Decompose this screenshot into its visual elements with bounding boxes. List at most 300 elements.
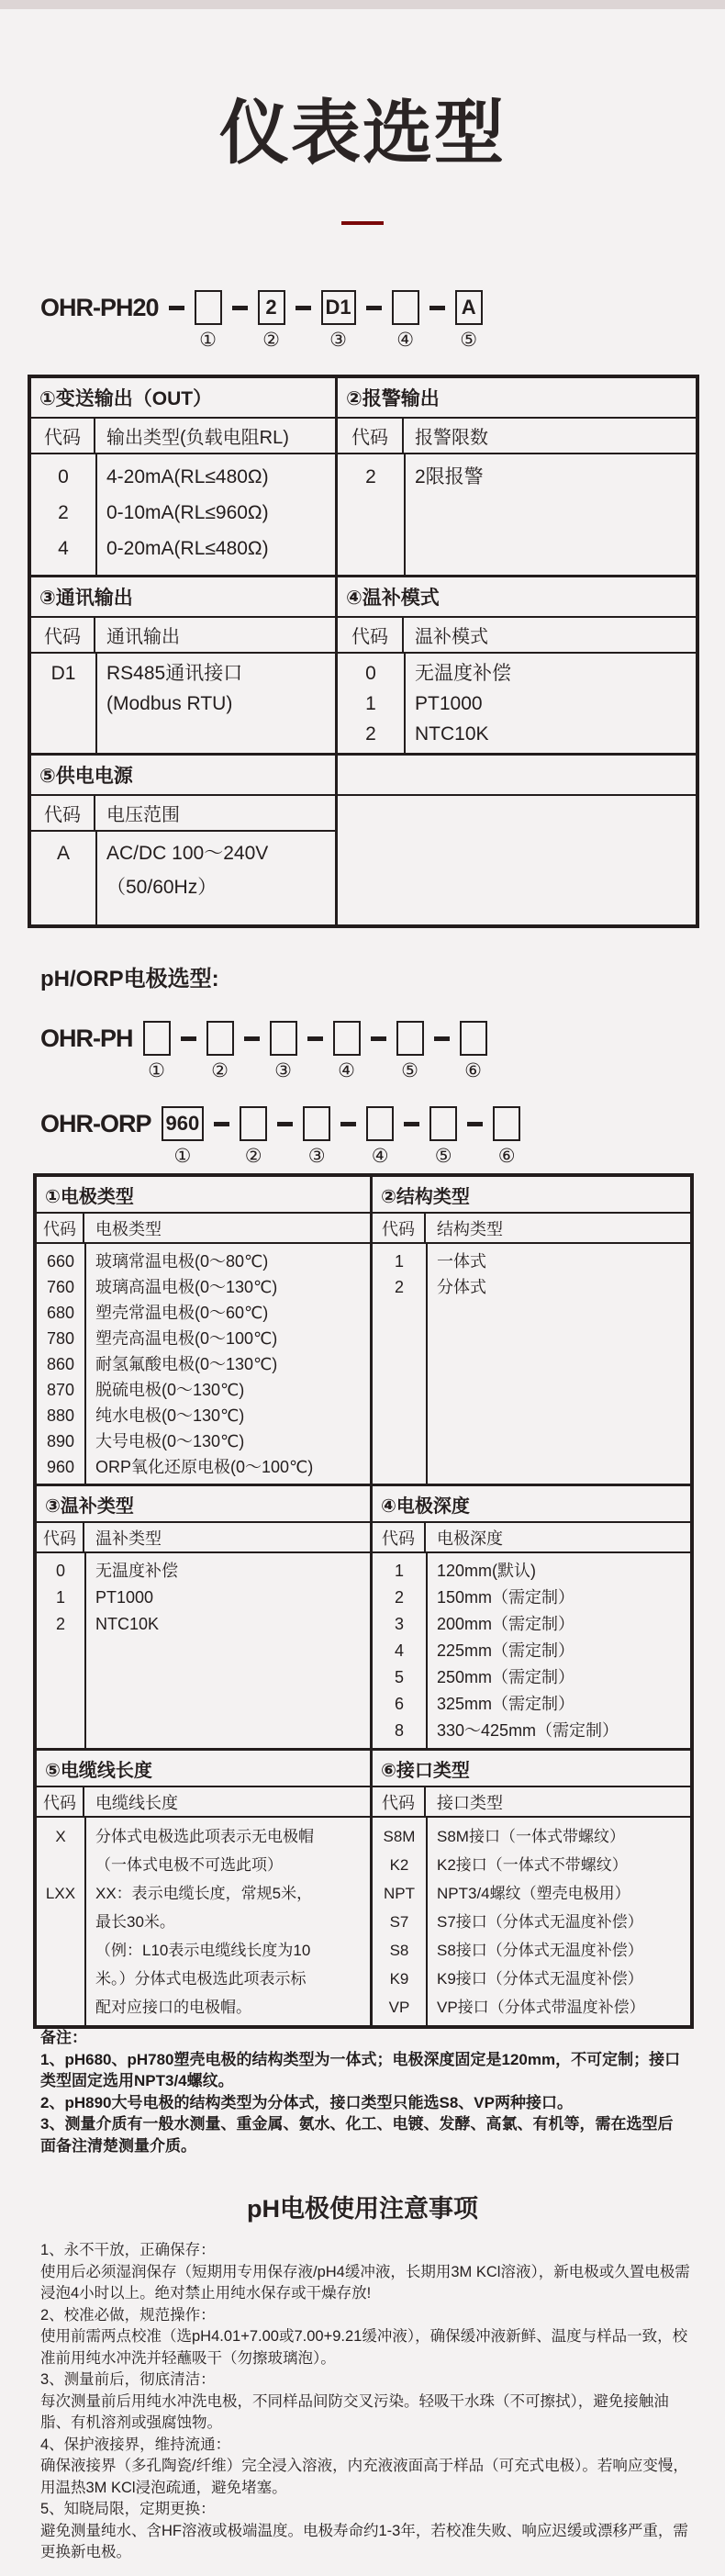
option-row <box>338 459 696 495</box>
model-segment <box>240 1106 267 1166</box>
notice-item-body: 确保液接界（多孔陶瓷/纤维）完全浸入溶液，内充液液面高于样品（可充式电极）。若响应变慢，用温热3M KCl浸泡疏通，避免堵塞。 <box>40 2458 688 2496</box>
option-row <box>373 1558 690 1585</box>
option-desc <box>84 1300 370 1326</box>
remarks-title: 备注： <box>40 2029 87 2046</box>
model-code-box <box>303 1106 330 1141</box>
option-code: 2 <box>55 1615 65 1633</box>
dash-separator <box>277 1122 293 1126</box>
dash-separator <box>366 306 382 310</box>
code-column-header: 代码 <box>373 1214 426 1242</box>
model-prefix: OHR-PH <box>40 1025 133 1052</box>
options-area <box>373 1818 690 2025</box>
option-desc-line: 4-20mA(RL≤480Ω) <box>106 466 269 487</box>
model-position-number: ④ <box>338 1060 355 1081</box>
section-title: ①电极类型 <box>37 1177 370 1214</box>
table-band <box>37 1484 690 1748</box>
model-code-box <box>396 1021 424 1056</box>
model-segment <box>303 1106 330 1166</box>
dash-separator <box>214 1122 229 1126</box>
option-desc-line: 250mm（需定制） <box>437 1668 575 1686</box>
option-code: 890 <box>46 1432 75 1450</box>
option-row <box>373 1822 690 1851</box>
option-desc-line: S8M接口（一体式带螺纹） <box>437 1828 625 1845</box>
notice-item-body: 每次测量前后用纯水冲洗电极，不同样品间防交叉污染。轻吸干水珠（不可擦拭），避免接触油脂、有机溶剂或强腐蚀物。 <box>40 2392 669 2431</box>
options-area <box>338 654 696 753</box>
code-column-header: 代码 <box>31 796 95 830</box>
option-desc <box>426 1274 690 1300</box>
model-segment <box>366 1106 394 1166</box>
options-area <box>37 1818 370 2025</box>
desc-column-header: 电压范围 <box>106 805 180 825</box>
option-desc <box>426 1718 690 1744</box>
model-position-number: ⑥ <box>464 1060 482 1081</box>
section-title: ②结构类型 <box>373 1177 690 1214</box>
option-desc-line: 0-10mA(RL≤960Ω) <box>106 502 269 523</box>
model-code-box: A <box>455 290 483 325</box>
option-row <box>37 1377 370 1403</box>
options-area <box>31 654 335 753</box>
option-row <box>373 1274 690 1300</box>
option-desc-line: 大号电极(0～130℃) <box>95 1432 245 1450</box>
dash-separator <box>404 1122 419 1126</box>
table-band <box>31 575 696 753</box>
option-desc <box>95 836 335 904</box>
option-code: 960 <box>46 1458 75 1476</box>
model-code-box <box>195 290 222 325</box>
model-segment <box>493 1106 520 1166</box>
option-row <box>373 1879 690 1908</box>
model-prefix: OHR-PH20 <box>40 294 159 321</box>
option-desc <box>84 1249 370 1274</box>
option-row <box>37 1351 370 1377</box>
option-desc <box>95 531 335 566</box>
option-desc <box>426 1851 690 1879</box>
option-row <box>37 1300 370 1326</box>
model-position-number: ③ <box>307 1146 326 1167</box>
desc-column-header: 温补模式 <box>415 627 488 647</box>
option-code: D1 <box>50 663 76 684</box>
option-desc-line: S7接口（分体式无温度补偿） <box>437 1913 643 1931</box>
option-desc-line: K2接口（一体式不带螺纹） <box>437 1856 628 1874</box>
option-code: 1 <box>394 1562 404 1580</box>
model-code-box <box>460 1021 487 1056</box>
option-desc <box>426 1611 690 1638</box>
desc-column-header: 电极深度 <box>437 1529 503 1548</box>
model-position-number: ① <box>173 1146 192 1167</box>
model-position-number: ① <box>199 330 217 351</box>
model-code-box: 960 <box>162 1106 205 1141</box>
model-segment <box>429 1106 457 1166</box>
model-segment <box>460 1021 487 1081</box>
model-position-number: ② <box>262 330 280 351</box>
empty-area <box>338 796 696 924</box>
model-prefix: OHR-ORP <box>40 1110 151 1137</box>
option-desc <box>84 1403 370 1428</box>
option-code: 680 <box>46 1304 75 1322</box>
options-area <box>373 1553 690 1748</box>
column-header-row <box>338 419 696 454</box>
option-code: 870 <box>46 1381 75 1399</box>
model-code-box <box>392 290 419 325</box>
model-segment <box>321 290 356 350</box>
option-row <box>31 836 335 904</box>
option-desc <box>84 1822 370 1879</box>
option-row <box>37 1403 370 1428</box>
option-desc <box>84 1879 370 2022</box>
code-column-header: 代码 <box>31 419 95 453</box>
code-column-header: 代码 <box>31 618 95 652</box>
option-code: 760 <box>46 1278 75 1296</box>
option-row <box>373 1993 690 2022</box>
column-header-row <box>37 1214 370 1244</box>
top-band <box>0 0 725 9</box>
section-title: ③通讯输出 <box>31 577 335 618</box>
option-row <box>373 1611 690 1638</box>
option-desc-line: 330～425mm（需定制） <box>437 1721 619 1740</box>
dash-separator <box>340 1122 356 1126</box>
model-code-box <box>429 1106 457 1141</box>
option-desc-line: （例：L10表示电缆线长度为10 <box>95 1942 311 1959</box>
option-row <box>31 658 335 719</box>
ph-electrode-model-code-row <box>40 1021 487 1081</box>
option-code: VP <box>388 1999 410 2016</box>
option-desc <box>426 1822 690 1851</box>
model-segment <box>392 290 419 350</box>
code-column-header: 代码 <box>373 1787 426 1816</box>
option-desc <box>426 1664 690 1691</box>
remark-line: 2、pH890大号电极的结构类型为分体式，接口类型只能选S8、VP两种接口。 <box>40 2093 573 2111</box>
option-desc <box>84 1274 370 1300</box>
option-code: LXX <box>45 1885 76 1902</box>
desc-column-header: 电极类型 <box>95 1219 162 1238</box>
table-half <box>37 1751 373 2025</box>
option-row <box>373 1691 690 1718</box>
table-half <box>373 1177 690 1484</box>
code-column-header: 代码 <box>373 1523 426 1551</box>
option-desc-line: VP接口（分体式带温度补偿） <box>437 1999 645 2016</box>
option-desc-line: 耐氢氟酸电极(0～130℃) <box>95 1355 278 1373</box>
option-desc-line: 一体式 <box>437 1252 486 1271</box>
option-desc-line: PT1000 <box>95 1588 154 1607</box>
options-area <box>37 1244 370 1484</box>
option-row <box>37 1879 370 2022</box>
column-header-row <box>31 618 335 654</box>
option-desc-line: 米。）分体式电极选此项表示标 <box>95 1970 307 1988</box>
option-desc <box>95 459 335 495</box>
model-position-number: ② <box>244 1146 262 1167</box>
option-row <box>373 1908 690 1936</box>
table-half <box>37 1486 373 1748</box>
model-position-number: ⑤ <box>460 330 478 351</box>
option-row <box>373 1718 690 1744</box>
option-desc-line: NTC10K <box>95 1615 160 1633</box>
option-desc-line: 225mm（需定制） <box>437 1641 575 1660</box>
column-header-row <box>338 618 696 654</box>
page-title: 仪表选型 <box>219 95 506 173</box>
option-code: S8 <box>389 1942 409 1959</box>
model-segment <box>206 1021 234 1081</box>
option-row <box>338 719 696 749</box>
option-row <box>338 689 696 719</box>
option-desc <box>426 1936 690 1965</box>
dash-separator <box>467 1122 483 1126</box>
remark-line: 3、测量介质有一般水测量、重金属、氨水、化工、电镀、发酵、高氯、有机等，需在选型后面备注清楚测量介质。 <box>40 2115 674 2155</box>
instrument-selection-table <box>28 375 699 928</box>
option-row <box>373 1965 690 1993</box>
model-code-box <box>493 1106 520 1141</box>
column-header-row <box>31 796 335 832</box>
accent-dash <box>341 221 384 225</box>
option-row <box>37 1454 370 1480</box>
model-code-box <box>270 1021 297 1056</box>
section-title: ③温补类型 <box>37 1486 370 1523</box>
dash-separator <box>296 306 311 310</box>
option-desc-line: ORP氧化还原电极(0～100℃) <box>95 1458 314 1476</box>
option-code: A <box>56 843 70 864</box>
option-desc <box>84 1326 370 1351</box>
options-area <box>31 832 335 924</box>
notice-item-title: 1、永不干放，正确保存： <box>40 2242 216 2258</box>
section-title: ⑥接口类型 <box>373 1751 690 1787</box>
option-code: 0 <box>55 1562 65 1580</box>
option-desc-line: 分体式 <box>437 1278 486 1296</box>
model-code-box <box>366 1106 394 1141</box>
option-desc <box>84 1377 370 1403</box>
option-row <box>373 1664 690 1691</box>
column-header-row <box>373 1523 690 1553</box>
model-segment <box>270 1021 297 1081</box>
options-area <box>373 1244 690 1484</box>
option-desc-line: NTC10K <box>415 723 489 745</box>
model-position-number: ⑥ <box>497 1146 516 1167</box>
column-header-row <box>373 1214 690 1244</box>
option-desc <box>426 1638 690 1664</box>
desc-column-header: 温补类型 <box>95 1529 162 1548</box>
option-desc-line: RS485通讯接口 <box>106 663 243 684</box>
model-segment <box>455 290 483 350</box>
table-half <box>31 378 338 575</box>
dash-separator <box>307 1036 323 1041</box>
dash-separator <box>232 306 248 310</box>
option-desc <box>426 1965 690 1993</box>
option-desc-line: 玻璃常温电极(0～80℃) <box>95 1252 269 1271</box>
option-row <box>31 531 335 566</box>
option-code: 1 <box>55 1588 65 1607</box>
option-desc <box>84 1428 370 1454</box>
option-row <box>373 1936 690 1965</box>
table-half <box>373 1751 690 2025</box>
orp-electrode-model-code-row <box>40 1106 520 1166</box>
option-desc-line: S8接口（分体式无温度补偿） <box>437 1942 643 1959</box>
option-code: 780 <box>46 1329 75 1348</box>
option-code: S7 <box>389 1913 409 1931</box>
option-desc-line: 塑壳常温电极(0～60℃) <box>95 1304 269 1322</box>
dash-separator <box>429 306 445 310</box>
option-desc-line: K9接口（分体式无温度补偿） <box>437 1970 643 1988</box>
option-desc-line: 0-20mA(RL≤480Ω) <box>106 538 269 559</box>
option-desc-line: AC/DC 100～240V <box>106 843 269 864</box>
option-desc-line: 塑壳高温电极(0～100℃) <box>95 1329 278 1348</box>
model-code-box <box>333 1021 361 1056</box>
option-code: NPT <box>384 1885 415 1902</box>
option-desc <box>426 1691 690 1718</box>
option-desc-line: 玻璃高温电极(0～130℃) <box>95 1278 278 1296</box>
option-code: 2 <box>365 466 376 487</box>
electrode-section-heading: pH/ORP电极选型: <box>40 967 219 991</box>
option-code: 5 <box>394 1668 404 1686</box>
section-title: ②报警输出 <box>338 378 696 419</box>
option-row <box>37 1326 370 1351</box>
option-code: 660 <box>46 1252 75 1271</box>
option-desc-line: 脱硫电极(0～130℃) <box>95 1381 245 1399</box>
option-row <box>31 459 335 495</box>
section-title: ⑤电缆线长度 <box>37 1751 370 1787</box>
option-desc-line: PT1000 <box>415 693 483 714</box>
option-code: 0 <box>365 663 376 684</box>
model-position-number: ② <box>211 1060 229 1081</box>
options-area <box>37 1553 370 1748</box>
desc-column-header: 接口类型 <box>437 1793 503 1812</box>
code-column-header: 代码 <box>37 1523 84 1551</box>
model-segment <box>258 290 285 350</box>
model-segment <box>195 290 222 350</box>
table-half <box>31 756 338 924</box>
section-title: ④电极深度 <box>373 1486 690 1523</box>
option-code: 6 <box>394 1695 404 1713</box>
option-row <box>37 1611 370 1638</box>
option-desc-line: XX：表示电缆长度，常规5米， <box>95 1885 313 1902</box>
notice-block <box>40 2240 690 2564</box>
desc-column-header: 结构类型 <box>437 1219 503 1238</box>
model-segment <box>143 1021 171 1081</box>
option-code: 2 <box>365 723 376 745</box>
option-desc-line: NPT3/4螺纹（塑壳电极用） <box>437 1885 630 1902</box>
section-title: ①变送输出（OUT） <box>31 378 335 419</box>
option-desc <box>404 689 696 719</box>
option-desc-line: 2限报警 <box>415 466 484 487</box>
option-code: 4 <box>58 538 69 559</box>
option-code: K9 <box>389 1970 409 1988</box>
table-half <box>338 378 696 575</box>
option-code: 860 <box>46 1355 75 1373</box>
model-position-number: ⑤ <box>401 1060 418 1081</box>
table-half <box>373 1486 690 1748</box>
code-column-header: 代码 <box>37 1787 84 1816</box>
dash-separator <box>169 306 184 310</box>
option-code: 2 <box>394 1588 404 1607</box>
code-column-header: 代码 <box>338 419 404 453</box>
option-desc <box>426 1249 690 1274</box>
table-band <box>31 753 696 924</box>
notice-item-body: 使用后必须湿润保存（短期用专用保存液/pH4缓冲液，长期用3M KCl溶液），新电极或久置电极需浸泡4小时以上。绝对禁止用纯水保存或干燥存放! <box>40 2263 690 2302</box>
option-desc <box>84 1558 370 1585</box>
notice-item-title: 5、知晓局限，定期更换： <box>40 2501 216 2517</box>
option-desc <box>84 1611 370 1638</box>
model-code-box: 2 <box>258 290 285 325</box>
option-desc-line: 150mm（需定制） <box>437 1588 575 1607</box>
model-position-number: ⑤ <box>434 1146 452 1167</box>
option-code: K2 <box>389 1856 409 1874</box>
dash-separator <box>181 1036 196 1041</box>
option-code: 8 <box>394 1721 404 1740</box>
option-desc-line: (Modbus RTU) <box>106 693 233 714</box>
option-desc <box>84 1351 370 1377</box>
option-desc <box>95 495 335 531</box>
option-desc <box>84 1585 370 1611</box>
option-desc-line: 120mm(默认) <box>437 1562 537 1580</box>
option-desc-line: 配对应接口的电极帽。 <box>95 1999 251 2016</box>
desc-column-header: 通讯输出 <box>106 627 180 647</box>
option-desc <box>84 1454 370 1480</box>
notice-heading: pH电极使用注意事项 <box>247 2195 478 2223</box>
option-desc <box>426 1879 690 1908</box>
remarks-block <box>40 2027 688 2156</box>
option-row <box>37 1274 370 1300</box>
table-band <box>31 378 696 575</box>
option-desc <box>404 459 696 495</box>
option-code: X <box>55 1828 66 1845</box>
dash-separator <box>244 1036 260 1041</box>
remark-line: 1、pH680、pH780塑壳电极的结构类型为一体式；电极深度固定是120mm，不可定制；接口类型固定选用NPT3/4螺纹。 <box>40 2050 681 2089</box>
options-area <box>338 454 696 575</box>
option-row <box>31 495 335 531</box>
column-header-row <box>31 419 335 454</box>
column-header-row <box>373 1787 690 1818</box>
option-desc-line: 200mm（需定制） <box>437 1615 575 1633</box>
code-column-header: 代码 <box>338 618 404 652</box>
empty-section-title <box>338 756 696 796</box>
code-column-header: 代码 <box>37 1214 84 1242</box>
table-band <box>37 1177 690 1484</box>
option-code: 1 <box>394 1252 404 1271</box>
option-row <box>37 1585 370 1611</box>
dash-separator <box>434 1036 450 1041</box>
instrument-model-code-row <box>40 290 483 350</box>
option-desc <box>426 1993 690 2022</box>
option-code: 880 <box>46 1406 75 1425</box>
model-position-number: ④ <box>396 330 415 351</box>
table-half <box>338 577 696 753</box>
model-position-number: ③ <box>274 1060 292 1081</box>
option-desc <box>426 1908 690 1936</box>
column-header-row <box>37 1523 370 1553</box>
electrode-selection-table <box>33 1173 694 2029</box>
model-code-box <box>240 1106 267 1141</box>
option-desc <box>404 658 696 689</box>
option-desc <box>95 658 335 719</box>
notice-item-title: 3、测量前后，彻底清洁： <box>40 2371 216 2388</box>
option-row <box>373 1638 690 1664</box>
model-position-number: ③ <box>329 330 347 351</box>
model-position-number: ④ <box>371 1146 389 1167</box>
notice-item-body: 使用前需两点校准（选pH4.01+7.00或7.00+9.21缓冲液），确保缓冲液新鲜、温度与样品一致，校准前用纯水冲洗并轻蘸吸干（勿擦玻璃泡）。 <box>40 2328 688 2367</box>
option-desc-line: 无温度补偿 <box>95 1562 178 1580</box>
option-code: 3 <box>394 1615 404 1633</box>
model-code-box <box>206 1021 234 1056</box>
model-segment <box>396 1021 424 1081</box>
option-code: 2 <box>394 1278 404 1296</box>
model-segment <box>162 1106 205 1166</box>
table-band <box>37 1748 690 2025</box>
option-row <box>373 1585 690 1611</box>
option-desc <box>404 719 696 749</box>
table-half <box>37 1177 373 1484</box>
option-code: 0 <box>58 466 69 487</box>
desc-column-header: 报警限数 <box>415 428 488 448</box>
model-segment <box>333 1021 361 1081</box>
dash-separator <box>371 1036 386 1041</box>
option-desc-line: （50/60Hz） <box>106 877 218 898</box>
